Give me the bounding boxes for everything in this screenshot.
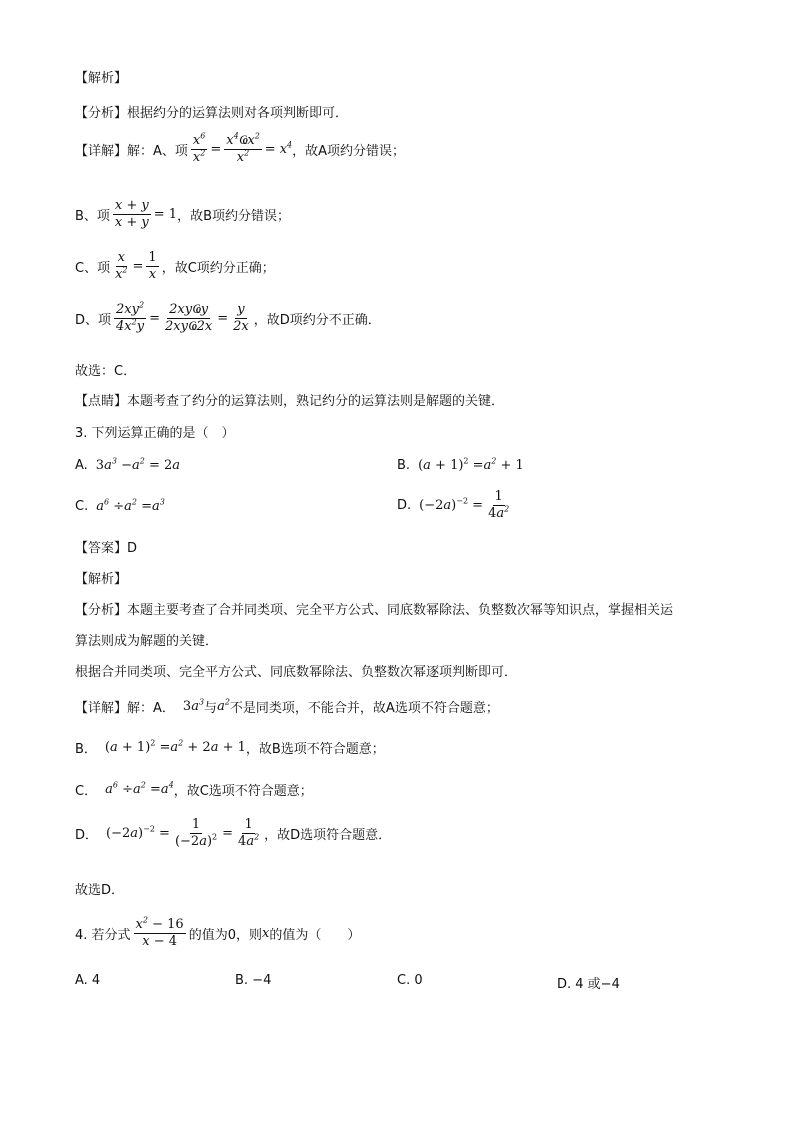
detail-a-suffix: ，故A项约分错误； [292, 144, 406, 160]
q3-option-a: A. 3 $a^3$ − $a^2$ = 2 a [75, 456, 181, 473]
detail-c-suffix: ，故C项约分正确； [161, 261, 275, 277]
fraction: $\frac{x^2 - 16}{x - 4}$ [135, 915, 184, 950]
fraction: $\frac{1}{4a^2}$ [238, 817, 260, 850]
detail-b-prefix: B、项 [75, 209, 110, 225]
detail-3d-line: D． (−2 a )$^{-2}$ = $\frac{1}{(-2a)^2}$ = $\frac{1}{4a^2}$ ，故D选项符合题意． [75, 817, 392, 850]
detail-b-line: B、项 $\frac{x + y}{x + y}$ = 1 ，故B项约分错误； [75, 198, 290, 231]
fraction: $\frac{1}{(-2a)^2}$ [174, 817, 218, 850]
fraction: $\frac{x}{x^2}$ [115, 250, 128, 283]
fraction: $\frac{2xy^2}{4x^2y}$ [116, 300, 145, 335]
fraction: $\frac{1}{x}$ [148, 250, 157, 283]
analysis-text: 【分析】根据约分的运算法则对各项判断即可． [75, 106, 349, 121]
q4-option-c: C. 0 [397, 973, 423, 988]
q4-option-b: B. −4 [235, 973, 272, 988]
section-header-jiexi-2: 【解析】 [75, 572, 128, 587]
q4-option-a: A. 4 [75, 973, 101, 988]
detail-a-prefix: 【详解】解：A、项 [75, 144, 188, 160]
fraction: $\frac{x^4Ҩx^2}{x^2}$ [226, 131, 260, 166]
q3-option-b: B. ( a + 1)$^2$ = $a^2$ + 1 [397, 456, 524, 473]
fraction: $\frac{\text{2xyҨy}}{\text{2xyҨ2x}}$ [164, 302, 213, 335]
detail-a-line: 【详解】解：A、项 $\frac{x^6}{x^2}$ = $\frac{x^4Ҩx^2}{x^2}$ = $x^4$ ，故A项约分错误； [75, 131, 406, 166]
q3-option-d: D. (−2 a )$^{-2}$ = $\frac{1}{4a^2}$ [397, 489, 510, 522]
fraction: $\frac{1}{4a^2}$ [488, 489, 510, 522]
analysis-2-line-1: 【分析】本题主要考查了合并同类项、完全平方公式、同底数幂除法、负整数次幂等知识点，掌握相关运 [75, 603, 674, 618]
fraction: $\frac{y}{2x}$ [233, 302, 249, 335]
dianjing-text: 【点睛】本题考查了约分的运算法则，熟记约分的运算法则是解题的关键． [75, 394, 505, 409]
detail-3a-line: 【详解】解：A． 3 $a^3$ 与 $a^2$ 不是同类项，不能合并，故A选项不符合题意； [75, 697, 499, 716]
question-4-stem: 4. 若分式 $\frac{x^2 - 16}{x - 4}$ 的值为0，则 x 的值为（ ） [75, 915, 361, 950]
question-3-stem: 3. 下列运算正确的是（ ） [75, 426, 235, 441]
detail-d-suffix: ，故D项约分不正确． [253, 313, 381, 329]
fraction: $\frac{x + y}{x + y}$ [114, 198, 149, 231]
detail-3b-line: B． ( a + 1)$^2$ = $a^2$ + 2 a + 1 ，故B选项不符合题意； [75, 738, 385, 757]
detail-d-prefix: D、项 [75, 313, 112, 329]
q3-option-c: C. $a^6$ ÷ $a^2$ = $a^3$ [75, 497, 165, 514]
detail-b-suffix: ，故B项约分错误； [177, 209, 290, 225]
fraction: $\frac{x^6}{x^2}$ [192, 131, 206, 166]
analysis-2-line-3: 根据合并同类项、完全平方公式、同底数幂除法、负整数次幂逐项判断即可． [75, 665, 518, 680]
section-header-jiexi: 【解析】 [75, 71, 128, 86]
q4-option-d: D. 4 或−4 [557, 977, 620, 992]
detail-c-line: C、项 $\frac{x}{x^2}$ = $\frac{1}{x}$ ，故C项约分正确； [75, 250, 275, 283]
detail-d-line: D、项 $\frac{2xy^2}{4x^2y}$ = $\frac{\text{2xyҨy}}{\text{2xyҨ2x}}$ = $\frac{y}{2x}$ ，故D项约分不正确． [75, 300, 381, 335]
detail-3c-line: C． $a^6$ ÷ $a^2$ = $a^4$ ，故C选项不符合题意； [75, 780, 313, 799]
detail-c-prefix: C、项 [75, 261, 111, 277]
choose-answer-c: 故选：C． [75, 364, 137, 379]
analysis-2-line-2: 算法则成为解题的关键． [75, 634, 219, 649]
choose-answer-d: 故选D． [75, 883, 125, 898]
answer-3: 【答案】D [75, 541, 138, 556]
